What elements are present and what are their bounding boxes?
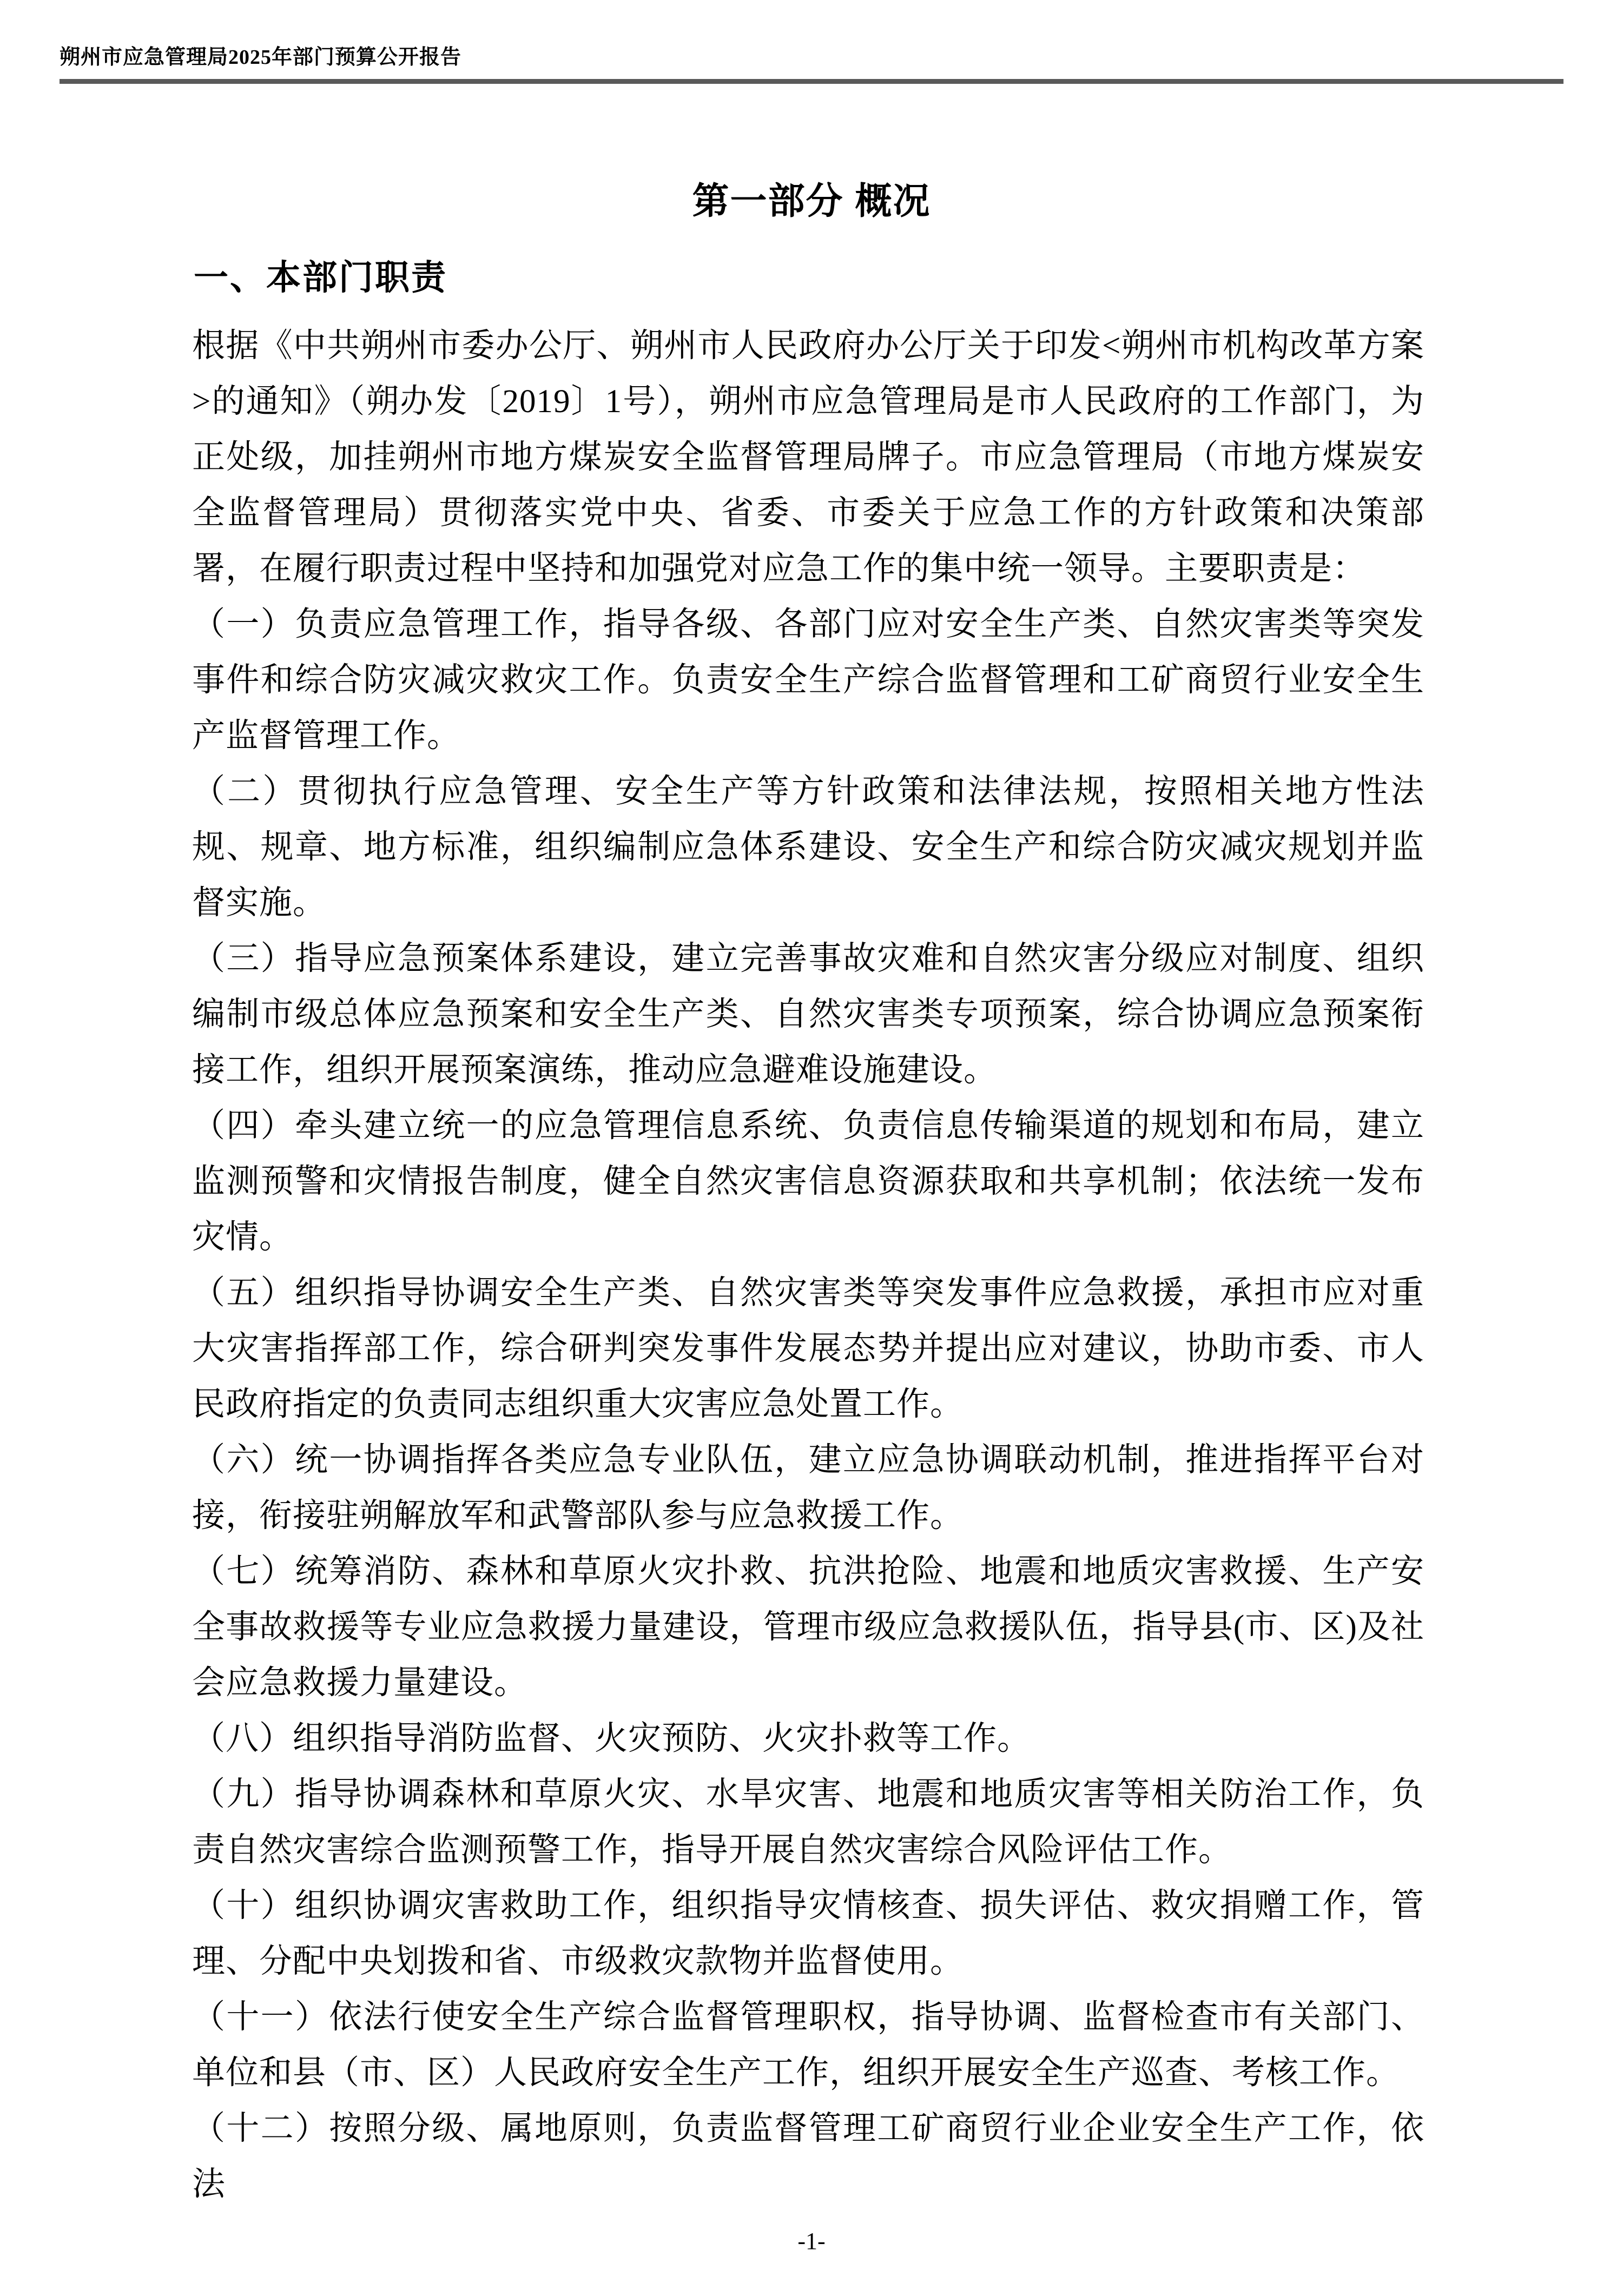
body-paragraph: （五）组织指导协调安全生产类、自然灾害类等突发事件应急救援，承担市应对重大灾害指挥部工作，综合研判突发事件发展态势并提出应对建议，协助市委、市人民政府指定的负责同志组织重大灾害应急处置工作。 [192, 1275, 1424, 1422]
header-title: 朔州市应急管理局2025年部门预算公开报告 [60, 46, 462, 69]
section-heading: 一、本部门职责 [194, 258, 447, 297]
body-paragraph: （十一）依法行使安全生产综合监督管理职权，指导协调、监督检查市有关部门、单位和县（市、区）人民政府安全生产工作，组织开展安全生产巡查、考核工作。 [192, 1999, 1424, 2091]
body-paragraph: （三）指导应急预案体系建设，建立完善事故灾难和自然灾害分级应对制度、组织编制市级总体应急预案和安全生产类、自然灾害类专项预案，综合协调应急预案衔接工作，组织开展预案演练，推动应急避难设施建设。 [192, 941, 1424, 1088]
body-paragraph: （二）贯彻执行应急管理、安全生产等方针政策和法律法规，按照相关地方性法规、规章、地方标准，组织编制应急体系建设、安全生产和综合防灾减灾规划并监督实施。 [192, 773, 1424, 921]
body-paragraph: （十）组织协调灾害救助工作，组织指导灾情核查、损失评估、救灾捐赠工作，管理、分配中央划拨和省、市级救灾款物并监督使用。 [192, 1888, 1424, 1980]
body-paragraph: （七）统筹消防、森林和草原火灾扑救、抗洪抢险、地震和地质灾害救援、生产安全事故救援等专业应急救援力量建设，管理市级应急救援队伍，指导县(市、区)及社会应急救援力量建设。 [192, 1553, 1424, 1701]
header-rule-divider [60, 79, 1563, 84]
body-paragraph: （四）牵头建立统一的应急管理信息系统、负责信息传输渠道的规划和布局，建立监测预警和灾情报告制度，健全自然灾害信息资源获取和共享机制；依法统一发布灾情。 [192, 1108, 1424, 1255]
body-paragraph: （十二）按照分级、属地原则，负责监督管理工矿商贸行业企业安全生产工作，依法 [192, 2110, 1424, 2202]
page-footer [0, 2227, 1623, 2255]
body-paragraph: （六）统一协调指挥各类应急专业队伍，建立应急协调联动机制，推进指挥平台对接，衔接驻朔解放军和武警部队参与应急救援工作。 [192, 1442, 1424, 1534]
page-header [60, 45, 1563, 70]
body-paragraph: 根据《中共朔州市委办公厅、朔州市人民政府办公厅关于印发<朔州市机构改革方案>的通知》（朔办发〔2019〕1号），朔州市应急管理局是市人民政府的工作部门，为正处级，加挂朔州市地方煤炭安全监督管理局牌子。市应急管理局（市地方煤炭安全监督管理局）贯彻落实党中央、省委、市委关于应急工作的方针政策和决策部署，在履行职责过程中坚持和加强党对应急工作的集中统一领导。主要职责是： [192, 328, 1424, 587]
page-number: -1- [797, 2228, 826, 2254]
body-paragraph: （一）负责应急管理工作，指导各级、各部门应对安全生产类、自然灾害类等突发事件和综合防灾减灾救灾工作。负责安全生产综合监督管理和工矿商贸行业安全生产监督管理工作。 [192, 606, 1424, 754]
body-paragraph: （九）指导协调森林和草原火灾、水旱灾害、地震和地质灾害等相关防治工作，负责自然灾害综合监测预警工作，指导开展自然灾害综合风险评估工作。 [192, 1776, 1424, 1868]
document-body [192, 318, 1424, 2212]
part-title: 第一部分 概况 [692, 181, 931, 222]
body-paragraph: （八）组织指导消防监督、火灾预防、火灾扑救等工作。 [192, 1721, 1031, 1757]
